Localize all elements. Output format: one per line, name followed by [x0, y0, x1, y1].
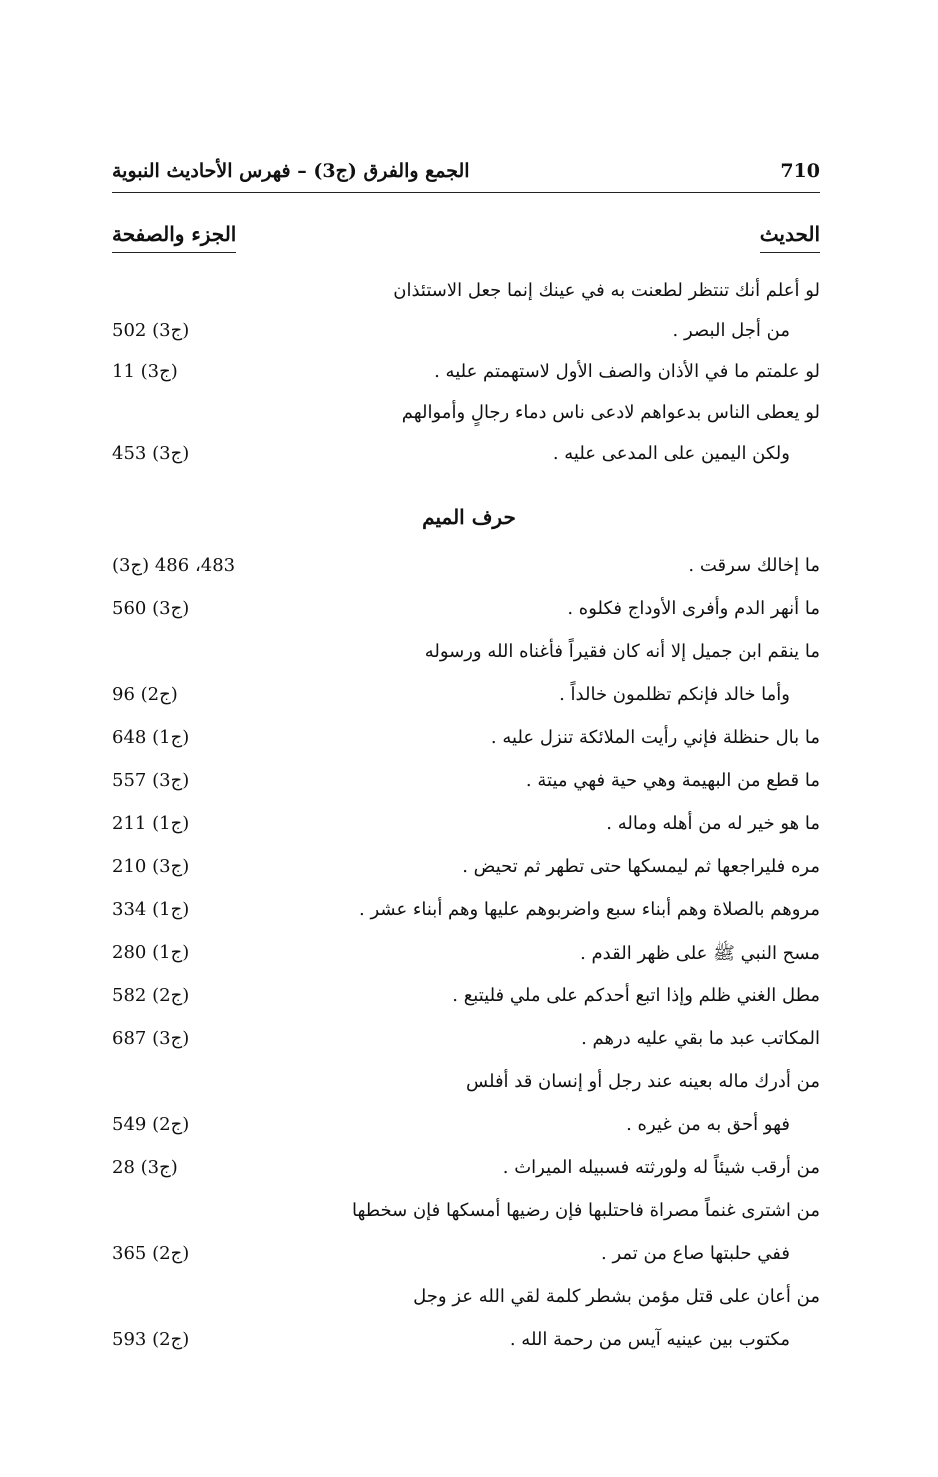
volume-page-ref: 96 (ج2)	[112, 684, 178, 705]
volume-page-ref: 211 (ج1)	[112, 813, 190, 834]
column-heading-hadith: الحديث	[760, 222, 820, 253]
volume-page-ref: (ج3) 483، 486	[112, 555, 236, 576]
hadith-line: مروهم بالصلاة وهم أبناء سبع واضربوهم عليها وهم أبناء عشر .	[359, 899, 820, 920]
hadith-line: وأما خالد فإنكم تظلمون خالداً .	[559, 684, 790, 705]
hadith-line: ما أنهر الدم وأفرى الأوداج فكلوه .	[567, 598, 820, 619]
volume-page-ref: 502 (ج3)	[112, 320, 190, 341]
hadith-line: ما هو خير له من أهله وماله .	[606, 813, 820, 834]
hadith-line: فهو أحق به من غيره .	[626, 1114, 790, 1135]
volume-page-ref: 582 (ج2)	[112, 985, 190, 1006]
column-heading-volume-page: الجزء والصفحة	[112, 222, 236, 253]
volume-page-ref: 28 (ج3)	[112, 1157, 178, 1178]
running-title: الجمع والفرق (ج3) – فهرس الأحاديث النبوية	[112, 160, 470, 182]
volume-page-ref: 11 (ج3)	[112, 361, 178, 382]
volume-page-ref: 557 (ج3)	[112, 770, 190, 791]
hadith-line: ما ينقم ابن جميل إلا أنه كان فقيراً فأغناه الله ورسوله	[424, 641, 820, 662]
hadith-line: المكاتب عبد ما بقي عليه درهم .	[581, 1028, 820, 1049]
hadith-line: ما إخالك سرقت .	[688, 555, 820, 576]
hadith-line: من أجل البصر .	[672, 320, 790, 341]
hadith-line: من أعان على قتل مؤمن بشطر كلمة لقي الله عز وجل	[413, 1286, 820, 1307]
page-number: 710	[780, 160, 820, 182]
hadith-line: مطل الغني ظلم وإذا اتبع أحدكم على ملي فليتبع .	[452, 985, 820, 1006]
hadith-line: ما بال حنظلة فإني رأيت الملائكة تنزل عليه .	[490, 727, 820, 748]
hadith-line: مسح النبي ﷺ على ظهر القدم .	[580, 943, 820, 964]
volume-page-ref: 365 (ج2)	[112, 1243, 190, 1264]
section-heading: حرف الميم	[422, 505, 516, 529]
hadith-line: ما قطع من البهيمة وهي حية فهي ميتة .	[525, 770, 820, 791]
hadith-line: من اشترى غنماً مصراة فاحتلبها فإن رضيها أمسكها فإن سخطها	[351, 1200, 820, 1221]
volume-page-ref: 334 (ج1)	[112, 899, 190, 920]
hadith-line: من أرقب شيئاً له ولورثته فسبيله الميراث .	[502, 1157, 820, 1178]
volume-page-ref: 280 (ج1)	[112, 942, 190, 963]
volume-page-ref: 560 (ج3)	[112, 598, 190, 619]
volume-page-ref: 648 (ج1)	[112, 727, 190, 748]
hadith-line: ففي حلبتها صاع من تمر .	[601, 1243, 790, 1264]
hadith-line: مره فليراجعها ثم ليمسكها حتى تطهر ثم تحيض .	[462, 856, 820, 877]
hadith-line: لو علمتم ما في الأذان والصف الأول لاستهمتم عليه .	[434, 361, 820, 382]
volume-page-ref: 549 (ج2)	[112, 1114, 190, 1135]
hadith-line: لو أعلم أنك تنتظر لطعنت به في عينك إنما جعل الاستئذان	[393, 280, 820, 301]
volume-page-ref: 593 (ج2)	[112, 1329, 190, 1350]
hadith-line: لو يعطى الناس بدعواهم لادعى ناس دماء رجالٍ وأموالهم	[401, 402, 820, 423]
hadith-line: ولكن اليمين على المدعى عليه .	[552, 443, 790, 464]
hadith-line: من أدرك ماله بعينه عند رجل أو إنسان قد أفلس	[466, 1071, 820, 1092]
header-rule	[112, 192, 820, 193]
volume-page-ref: 210 (ج3)	[112, 856, 190, 877]
hadith-line: مكتوب بين عينيه آيس من رحمة الله .	[509, 1329, 790, 1350]
volume-page-ref: 687 (ج3)	[112, 1028, 190, 1049]
volume-page-ref: 453 (ج3)	[112, 443, 190, 464]
